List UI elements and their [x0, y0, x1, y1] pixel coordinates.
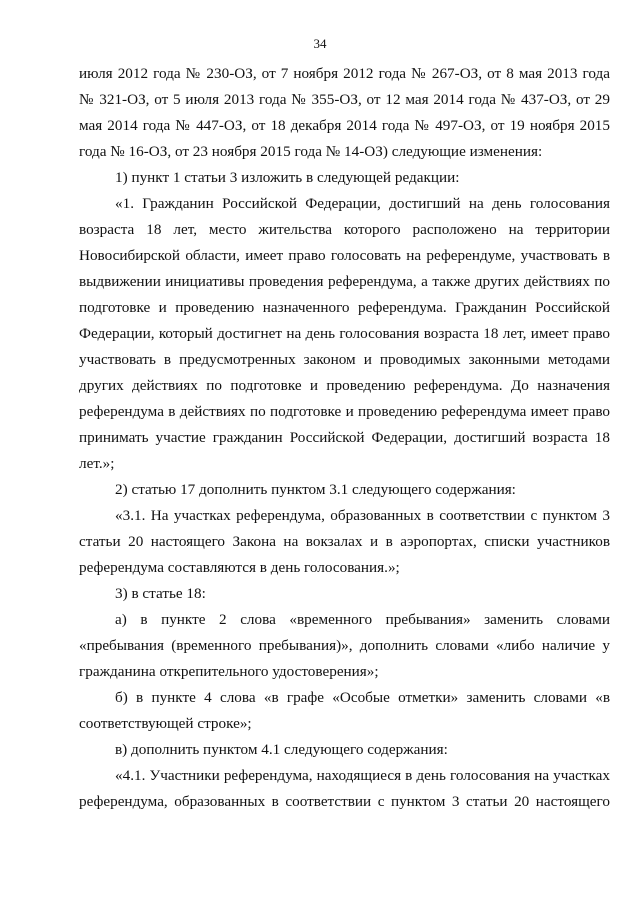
text-line: в) дополнить пунктом 4.1 следующего содержания: [115, 741, 448, 758]
text-line: лет.»; [79, 455, 115, 472]
text-line: июля 2012 года № 230-ОЗ, от 7 ноября 2012 года № 267-ОЗ, от 8 мая 2013 года [79, 65, 610, 82]
text-line: б) в пункте 4 слова «в графе «Особые отметки» заменить словами «в [115, 689, 610, 706]
page-number: 34 [313, 36, 327, 51]
text-line: 3) в статье 18: [115, 585, 206, 602]
text-line: возраста 18 лет, место жительства которого расположено на территории [79, 221, 610, 238]
text-line: «пребывания (временного пребывания)», дополнить словами «либо наличие у [79, 637, 610, 654]
text-line: 2) статью 17 дополнить пунктом 3.1 следующего содержания: [115, 481, 516, 498]
text-line: мая 2014 года № 447-ОЗ, от 18 декабря 2014 года № 497-ОЗ, от 19 ноября 2015 [79, 117, 610, 134]
text-line: Новосибирской области, имеет право голосовать на референдуме, участвовать в [79, 247, 610, 264]
text-line: участвовать в предусмотренных законом и проводимых законными методами [79, 351, 610, 368]
text-line: «1. Гражданин Российской Федерации, достигший на день голосования [115, 195, 610, 212]
text-line: «3.1. На участках референдума, образованных в соответствии с пунктом 3 [115, 507, 610, 524]
text-line: принимать участие гражданин Российской Федерации, достигший возраста 18 [79, 429, 610, 446]
text-line: 1) пункт 1 статьи 3 изложить в следующей редакции: [115, 169, 460, 186]
text-line: а) в пункте 2 слова «временного пребывания» заменить словами [115, 611, 610, 628]
text-line: № 321-ОЗ, от 5 июля 2013 года № 355-ОЗ, от 12 мая 2014 года № 437-ОЗ, от 29 [79, 91, 610, 108]
text-line: референдума составляются в день голосования.»; [79, 559, 400, 576]
text-line: других действиях по подготовке и проведению референдума. До назначения [79, 377, 610, 394]
text-line: выдвижении инициативы проведения референдума, а также других действиях по [79, 273, 610, 290]
text-line: соответствующей строке»; [79, 715, 252, 732]
text-line: «4.1. Участники референдума, находящиеся в день голосования на участках [115, 767, 610, 784]
text-line: подготовке и проведению назначенного референдума. Гражданин Российской [79, 299, 610, 316]
text-line: гражданина открепительного удостоверения»; [79, 663, 379, 680]
text-line: Федерации, который достигнет на день голосования возраста 18 лет, имеет право [79, 325, 610, 342]
text-line: статьи 20 настоящего Закона на вокзалах и в аэропортах, списки участников [79, 533, 610, 550]
text-line: референдума, образованных в соответствии с пунктом 3 статьи 20 настоящего [79, 793, 610, 810]
text-line: года № 16-ОЗ, от 23 ноября 2015 года № 14-ОЗ) следующие изменения: [79, 143, 543, 160]
text-line: референдума в действиях по подготовке и проведению референдума имеет право [79, 403, 610, 420]
